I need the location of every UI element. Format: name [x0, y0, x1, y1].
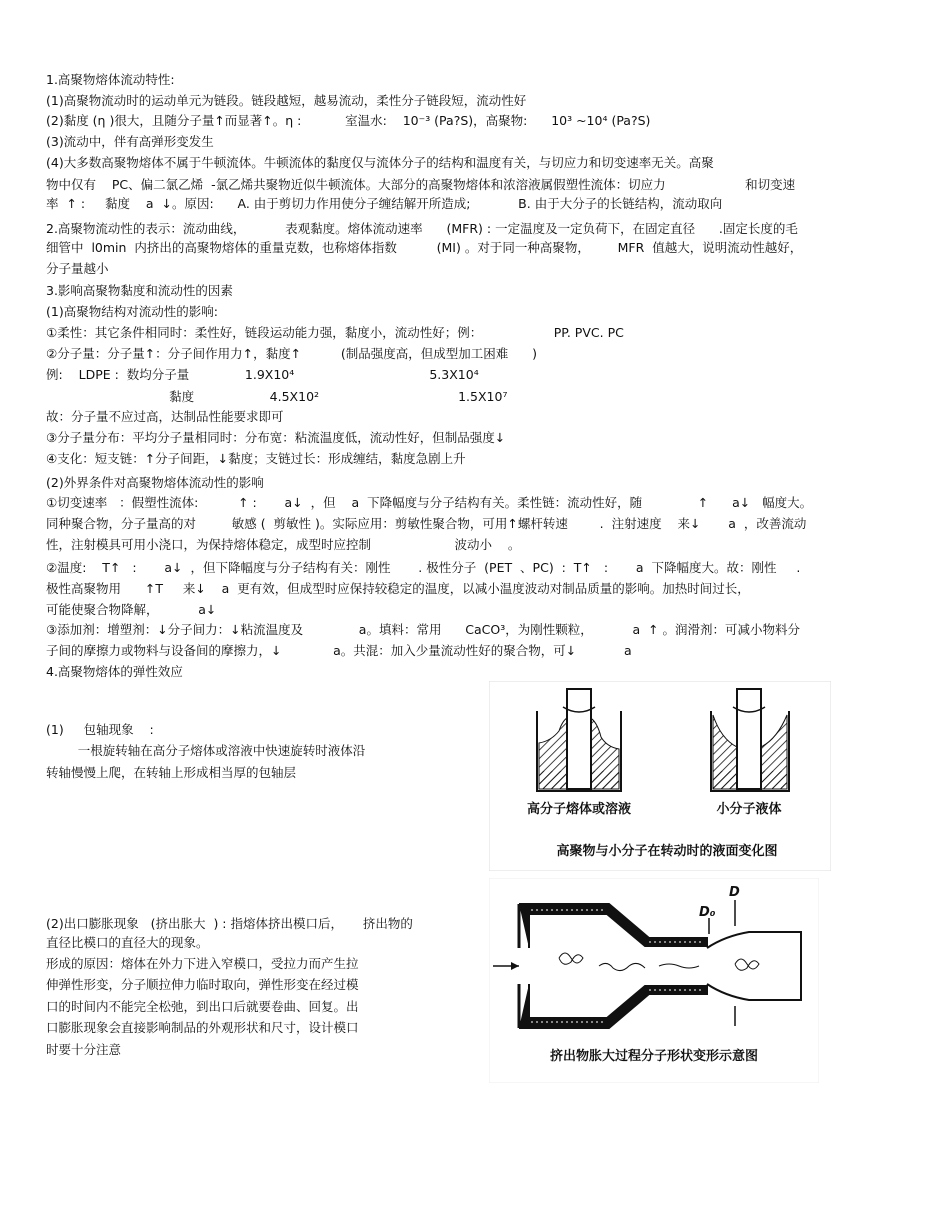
text-line: 时要十分注意 — [46, 1042, 122, 1057]
die-diameter-label: D₀ — [699, 905, 716, 920]
text-line: ③分子量分布：平均分子量相同时：分布宽：粘流温度低，流动性好，但制品强度↓ — [46, 430, 506, 445]
text-line: (2)黏度 (η )很大，且随分子量↑而显著↑。η : 室温水: 10⁻³ (Pa?S)，高聚物: 10³ ~10⁴ (Pa?S) — [46, 113, 651, 128]
text-line: 物中仅有 PC、偏二氯乙烯 -氯乙烯共聚物近似牛顿流体。大部分的高聚物熔体和浓溶液属假塑性流体：切应力 和切变速 — [46, 177, 796, 192]
text-line: 分子量越小 — [46, 261, 109, 276]
text-line: ①切变速率 ：假塑性流体: ↑ : a↓ ，但 a 下降幅度与分子结构有关。柔性链：流动性好，随 ↑ a↓ 幅度大。 — [46, 495, 813, 510]
text-line: 形成的原因：熔体在外力下进入窄模口，受拉力而产生拉 — [46, 956, 359, 971]
text-line: 口膨胀现象会直接影响制品的外观形状和尺寸，设计模口 — [46, 1020, 359, 1035]
figure1-left-label: 高分子熔体或溶液 — [526, 802, 632, 817]
text-line: (2)外界条件对高聚物熔体流动性的影响 — [46, 475, 264, 490]
text-line: 2.高聚物流动性的表示：流动曲线， 表观黏度。熔体流动速率 (MFR) : 一定温度及一定负荷下，在固定直径 .固定长度的毛 — [46, 221, 798, 236]
text-line: 口的时间内不能完全松弛，到出口后就要卷曲、回复。出 — [46, 999, 359, 1014]
text-line: ①柔性：其它条件相同时：柔性好，链段运动能力强，黏度小，流动性好；例： PP. PVC. PC — [46, 325, 624, 340]
text-line: (2)出口膨胀现象 (挤出胀大 ) : 指熔体挤出模口后， 挤出物的 — [46, 916, 413, 931]
text-line: 伸弹性形变，分子顺拉伸力临时取向，弹性形变在经过模 — [46, 977, 359, 992]
text-line: ②温度: T↑ : a↓ ，但下降幅度与分子结构有关：刚性 . 极性分子 (PET 、PC) : T↑ : a 下降幅度大。故：刚性 . — [46, 560, 801, 575]
text-line: ③添加剂：增塑剂：↓分子间力：↓粘流温度及 a。填料：常用 CaCO³，为刚性颗粒， a ↑ 。润滑剂：可减小物料分 — [46, 622, 801, 637]
text-line: 例: LDPE : 数均分子量 1.9X10⁴ 5.3X10⁴ — [46, 367, 479, 382]
text-line: 同种聚合物，分子量高的对 敏感 ( 剪敏性 )。实际应用：剪敏性聚合物，可用↑螺杆转速 . 注射速度 来↓ a ，改善流动 — [46, 516, 807, 531]
text-line: ④支化：短支链：↑分子间距，↓黏度；支链过长：形成缠结，黏度急剧上升 — [46, 451, 466, 466]
text-line: 1.高聚物熔体流动特性: — [46, 72, 175, 87]
text-line: (1)高聚物结构对流动性的影响: — [46, 304, 218, 319]
figure1-caption: 高聚物与小分子在转动时的液面变化图 — [556, 844, 778, 859]
text-line: 4.高聚物熔体的弹性效应 — [46, 664, 183, 679]
extrudate-diameter-label: D — [729, 885, 740, 900]
text-line: ②分子量：分子量↑：分子间作用力↑，黏度↑ (制品强度高，但成型加工困难 ) — [46, 346, 537, 361]
text-line: 3.影响高聚物黏度和流动性的因素 — [46, 283, 233, 298]
die-swell-figure — [489, 878, 819, 1083]
text-line: 极性高聚物用 ↑T 来↓ a 更有效，但成型时应保持较稳定的温度，以减小温度波动对制品质量的影响。加热时间过长， — [46, 581, 750, 596]
text-line: 可能使聚合物降解， a↓ — [46, 602, 217, 617]
figure2-caption: 挤出物胀大过程分子形状变形示意图 — [549, 1049, 759, 1064]
text-line: 细管中 l0min 内挤出的高聚物熔体的重量克数，也称熔体指数 (MI) 。对于同一种高聚物， MFR 值越大，说明流动性越好， — [46, 240, 803, 255]
text-line: 直径比模口的直径大的现象。 — [46, 935, 209, 950]
text-line: (1)高聚物流动时的运动单元为链段。链段越短，越易流动，柔性分子链段短，流动性好 — [46, 93, 527, 108]
figure1-right-label: 小分子液体 — [716, 802, 782, 817]
text-line: 子间的摩擦力或物料与设备间的摩擦力，↓ a。共混：加入少量流动性好的聚合物，可↓ a — [46, 643, 632, 658]
text-line: 性，注射模具可用小浇口，为保持熔体稳定，成型时应控制 波动小 。 — [46, 537, 521, 552]
text-line: 转轴慢慢上爬，在转轴上形成相当厚的包轴层 — [46, 765, 297, 780]
rod-climbing-figure — [489, 681, 831, 871]
text-line: 率 ↑ : 黏度 a ↓。原因: A. 由于剪切力作用使分子缠结解开所造成; B. 由于大分子的长链结构，流动取向 — [46, 196, 723, 211]
text-line: (4)大多数高聚物熔体不属于牛顿流体。牛顿流体的黏度仅与流体分子的结构和温度有关，与切应力和切变速率无关。高聚 — [46, 155, 714, 170]
text-line: 一根旋转轴在高分子熔体或溶液中快速旋转时液体沿 — [46, 743, 366, 758]
text-line: 故：分子量不应过高，达制品性能要求即可 — [46, 409, 284, 424]
text-line: (1) 包轴现象 : — [46, 722, 154, 737]
text-line: 黏度 4.5X10² 1.5X10⁷ — [46, 389, 508, 404]
text-line: (3)流动中，伴有高弹形变发生 — [46, 134, 214, 149]
